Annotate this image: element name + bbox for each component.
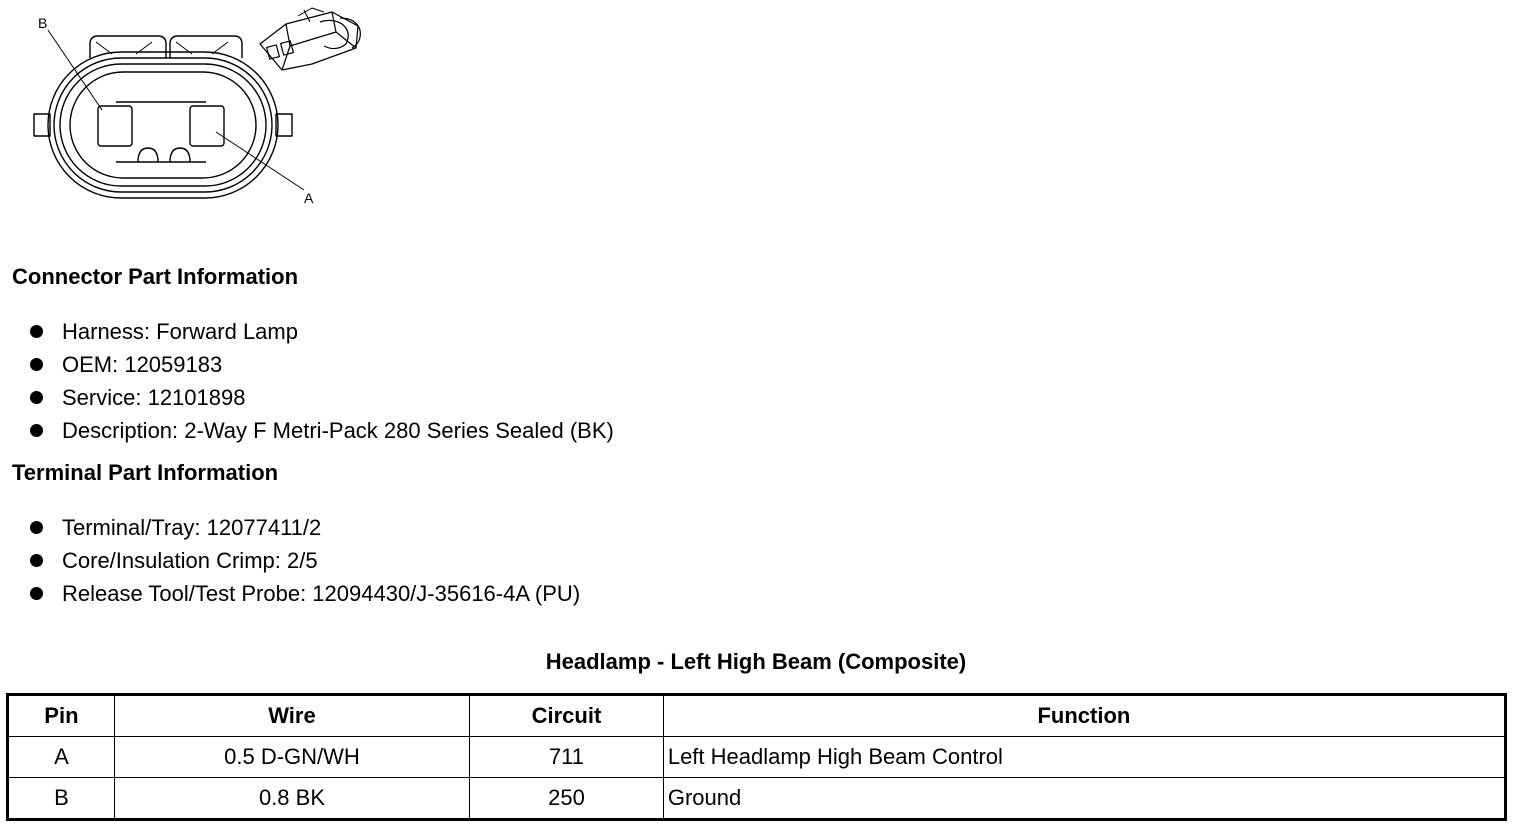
cell-pin: B xyxy=(8,778,115,820)
terminal-info-heading: Terminal Part Information xyxy=(12,460,279,485)
cell-wire: 0.8 BK xyxy=(114,778,469,820)
bullet-icon xyxy=(30,391,43,404)
header-pin: Pin xyxy=(8,695,115,737)
cell-wire: 0.5 D-GN/WH xyxy=(114,737,469,778)
bullet-icon xyxy=(30,587,43,600)
cell-function: Left Headlamp High Beam Control xyxy=(663,737,1505,778)
list-item: Service: 12101898 xyxy=(30,384,614,417)
pin-a-callout: A xyxy=(304,190,314,206)
cell-pin: A xyxy=(8,737,115,778)
header-function: Function xyxy=(663,695,1505,737)
terminal-info-list xyxy=(30,514,580,613)
bullet-icon xyxy=(30,554,43,567)
table-row xyxy=(8,778,1506,820)
cell-function: Ground xyxy=(663,778,1505,820)
bullet-icon xyxy=(30,424,43,437)
list-item: Release Tool/Test Probe: 12094430/J-35616-4A (PU) xyxy=(30,580,580,613)
connector-face-diagram xyxy=(20,0,380,215)
cell-circuit: 250 xyxy=(470,778,664,820)
connector-info-list xyxy=(30,318,614,450)
bullet-icon xyxy=(30,325,43,338)
connector-info-heading: Connector Part Information xyxy=(12,264,299,289)
list-item: Description: 2-Way F Metri-Pack 280 Series Sealed (BK) xyxy=(30,417,614,450)
list-item: Terminal/Tray: 12077411/2 xyxy=(30,514,580,547)
pin-table xyxy=(6,693,1507,821)
list-item: Core/Insulation Crimp: 2/5 xyxy=(30,547,580,580)
header-wire: Wire xyxy=(114,695,469,737)
connector-3d-view xyxy=(260,8,360,70)
table-header-row xyxy=(8,695,1506,737)
list-item: Harness: Forward Lamp xyxy=(30,318,614,351)
table-row xyxy=(8,737,1506,778)
list-item: OEM: 12059183 xyxy=(30,351,614,384)
header-circuit: Circuit xyxy=(470,695,664,737)
bullet-icon xyxy=(30,521,43,534)
pin-b-callout: B xyxy=(38,15,48,31)
cell-circuit: 711 xyxy=(470,737,664,778)
bullet-icon xyxy=(30,358,43,371)
table-title: Headlamp - Left High Beam (Composite) xyxy=(545,649,967,674)
